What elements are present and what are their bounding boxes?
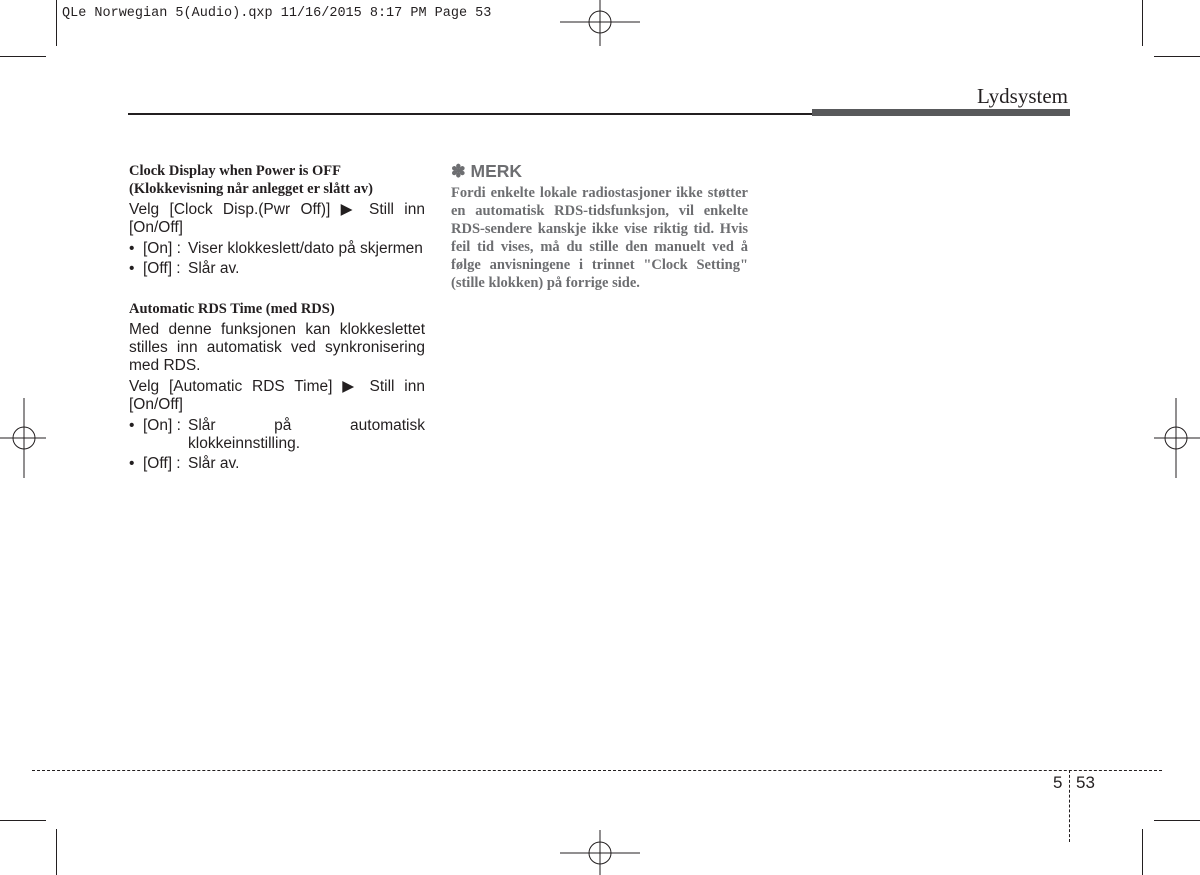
clock-display-heading-line1: Clock Display when Power is OFF xyxy=(129,163,341,179)
crop-mark-bottom-right-v xyxy=(1142,829,1143,875)
registration-mark-right xyxy=(1152,398,1200,478)
chapter-number: 5 xyxy=(1053,773,1063,792)
crop-mark-top-left-v xyxy=(56,0,57,46)
rds-time-instruction: Velg [Automatic RDS Time] ▶ Still inn [On/Off] xyxy=(129,378,425,413)
note-body: Fordi enkelte lokale radiostasjoner ikke støtter en automatisk RDS-tidsfunksjon, vil enkelte RDS-sendere kanskje ikke vise riktig tid. Hvis feil tid vises, må du stille den manuelt ved å følge anvisningene i trinnet "Clock Setting" (stille klokken) på forrige side. xyxy=(451,185,748,291)
left-column xyxy=(129,162,425,475)
rds-time-options xyxy=(129,417,425,473)
registration-mark-bottom xyxy=(560,828,640,875)
section-title: Lydsystem xyxy=(976,84,1068,108)
clock-display-options xyxy=(129,240,425,278)
header-rule xyxy=(128,113,813,115)
clock-display-heading xyxy=(129,162,425,198)
option-key: [On] : xyxy=(143,240,181,257)
header-rule-accent xyxy=(812,109,1070,116)
registration-mark-top xyxy=(560,0,640,48)
option-desc: Slår av. xyxy=(188,455,240,472)
clock-display-instruction: Velg [Clock Disp.(Pwr Off)] ▶ Still inn [On/Off] xyxy=(129,201,425,236)
note-title: ✽ MERK xyxy=(451,161,523,181)
clock-display-heading-line2: (Klokkevisning når anlegget er slått av) xyxy=(129,181,373,197)
option-desc: Viser klokkeslett/dato på skjermen xyxy=(188,240,423,257)
list-item xyxy=(129,260,425,278)
option-desc: Slår på automatisk klokkeinnstilling. xyxy=(188,417,425,452)
crop-mark-bottom-left-v xyxy=(56,829,57,875)
note-box xyxy=(451,160,748,292)
list-item xyxy=(129,455,425,473)
rds-time-description: Med denne funksjonen kan klokkeslettet stilles inn automatisk ved synkronisering med RDS. xyxy=(129,321,425,374)
list-item xyxy=(129,240,425,258)
crop-mark-top-left-h xyxy=(0,56,46,57)
bullet-icon: • xyxy=(129,260,135,277)
footer-dashed-rule xyxy=(32,770,1162,771)
footer-dashed-divider xyxy=(1069,770,1070,842)
bullet-icon: • xyxy=(129,417,135,434)
crop-mark-top-right-v xyxy=(1142,0,1143,46)
bullet-icon: • xyxy=(129,455,135,472)
option-key: [Off] : xyxy=(143,260,181,277)
crop-mark-bottom-left-h xyxy=(0,820,46,821)
crop-mark-top-right-h xyxy=(1154,56,1200,57)
print-slug: QLe Norwegian 5(Audio).qxp 11/16/2015 8:17 PM Page 53 xyxy=(62,6,492,21)
list-item xyxy=(129,417,425,453)
registration-mark-left xyxy=(0,398,48,478)
option-key: [Off] : xyxy=(143,455,181,472)
page-number: 53 xyxy=(1076,773,1095,792)
option-desc: Slår av. xyxy=(188,260,240,277)
bullet-icon: • xyxy=(129,240,135,257)
option-key: [On] : xyxy=(143,417,181,434)
rds-time-heading: Automatic RDS Time (med RDS) xyxy=(129,301,335,317)
crop-mark-bottom-right-h xyxy=(1154,820,1200,821)
